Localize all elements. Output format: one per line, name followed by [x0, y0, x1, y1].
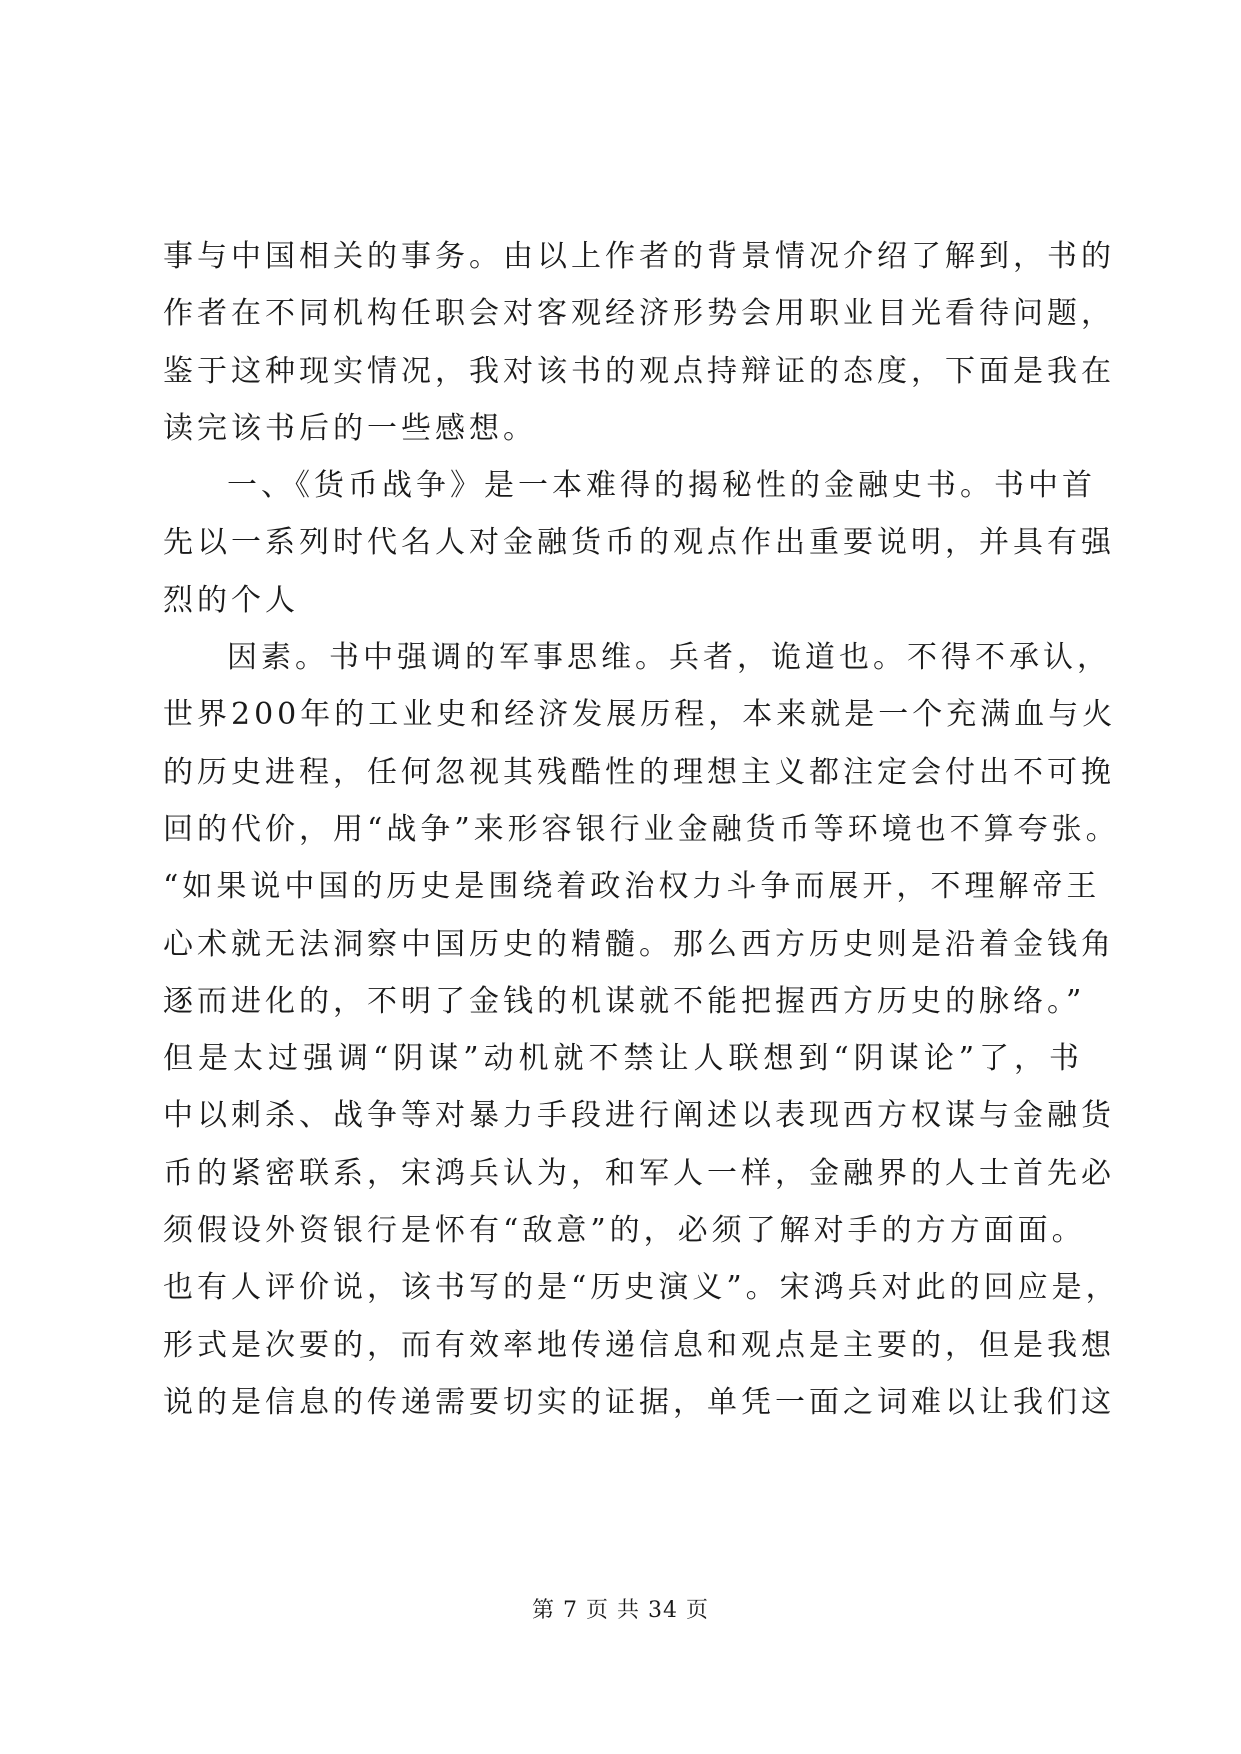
text-line: 但是太过强调“阴谋”动机就不禁让人联想到“阴谋论”了，书 [163, 1041, 1083, 1077]
text-line: 烈的个人 [163, 582, 299, 618]
text-line: 回的代价，用“战争”来形容银行业金融货币等环境也不算夸张。 [163, 811, 1120, 847]
text-line: 鉴于这种现实情况，我对该书的观点持辩证的态度，下面是我在 [163, 353, 1115, 389]
text-line: 须假设外资银行是怀有“敌意”的，必须了解对手的方方面面。 [163, 1213, 1086, 1249]
text-line: 说的是信息的传递需要切实的证据，单凭一面之词难以让我们这 [163, 1384, 1115, 1420]
text-line: 形式是次要的，而有效率地传递信息和观点是主要的，但是我想 [163, 1327, 1115, 1363]
text-line: 先以一系列时代名人对金融货币的观点作出重要说明，并具有强 [163, 525, 1115, 561]
text-line: 读完该书后的一些感想。 [163, 410, 537, 446]
text-line: 事与中国相关的事务。由以上作者的背景情况介绍了解到，书的 [163, 239, 1115, 274]
text-line: 逐而进化的，不明了金钱的机谋就不能把握西方历史的脉络。” [163, 983, 1086, 1019]
text-line: 作者在不同机构任职会对客观经济形势会用职业目光看待问题， [163, 296, 1115, 332]
text-line: 心术就无法洞察中国历史的精髓。那么西方历史则是沿着金钱角 [163, 926, 1115, 962]
text-line: 的历史进程，任何忽视其残酷性的理想主义都注定会付出不可挽 [163, 754, 1115, 790]
text-line: “如果说中国的历史是围绕着政治权力斗争而展开，不理解帝王 [163, 869, 1101, 905]
text-line: 世界200年的工业史和经济发展历程，本来就是一个充满血与火 [163, 697, 1117, 733]
body-text [163, 228, 1120, 1431]
text-line: 也有人评价说，该书写的是“历史演义”。宋鸿兵对此的回应是， [163, 1270, 1120, 1306]
text-line: 中以刺杀、战争等对暴力手段进行阐述以表现西方权谋与金融货 [163, 1098, 1115, 1134]
text-line: 因素。书中强调的军事思维。兵者，诡道也。不得不承认， [227, 640, 1111, 676]
text-line: 一、《货币战争》是一本难得的揭秘性的金融史书。书中首 [227, 468, 1096, 504]
page-footer: 第 7 页 共 34 页 [532, 1598, 709, 1623]
text-line: 币的紧密联系，宋鸿兵认为，和军人一样，金融界的人士首先必 [163, 1155, 1115, 1191]
